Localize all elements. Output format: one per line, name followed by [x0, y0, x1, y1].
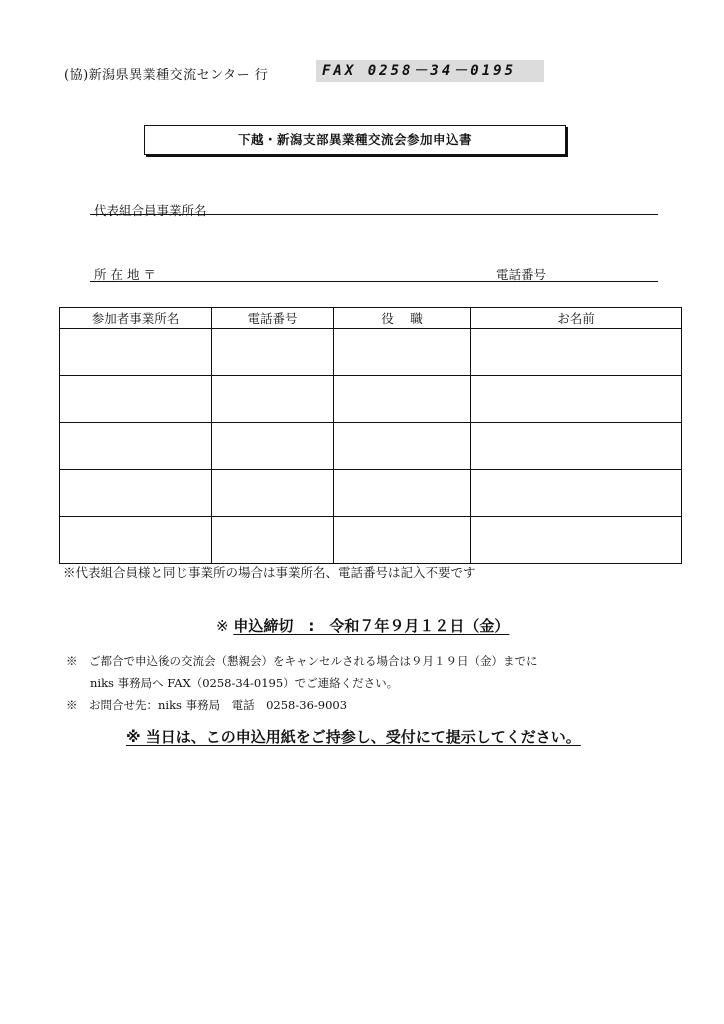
cell-name[interactable]	[471, 517, 682, 564]
cell-company[interactable]	[60, 423, 212, 470]
cell-phone[interactable]	[212, 423, 334, 470]
header-name: お名前	[471, 308, 682, 329]
fax-number: FAX 0258－34－0195	[316, 60, 544, 82]
cancel-note-line2: niks 事務局へ FAX（0258-34-0195）でご連絡ください。	[90, 676, 399, 690]
cell-company[interactable]	[60, 517, 212, 564]
table-row	[60, 376, 682, 423]
reminder-note: ※ 当日は、この申込用紙をご持参し、受付にて提示してください。	[126, 728, 581, 746]
cell-position[interactable]	[334, 517, 471, 564]
deadline-text: 申込締切 : 令和７年９月１２日（金）	[233, 617, 510, 635]
table-row	[60, 517, 682, 564]
cell-company[interactable]	[60, 329, 212, 376]
cell-name[interactable]	[471, 329, 682, 376]
deadline-mark: ※	[216, 617, 229, 635]
deadline	[216, 615, 509, 636]
address-label: 所 在 地 〒	[94, 267, 156, 282]
cell-company[interactable]	[60, 376, 212, 423]
cell-name[interactable]	[471, 423, 682, 470]
cell-position[interactable]	[334, 376, 471, 423]
header-company: 参加者事業所名	[60, 308, 212, 329]
table-row	[60, 470, 682, 517]
company-field-line[interactable]	[90, 214, 658, 215]
cell-name[interactable]	[471, 376, 682, 423]
cancel-note-line1: ※ ご都合で申込後の交流会（懇親会）をキャンセルされる場合は９月１９日（金）までに	[66, 654, 538, 668]
recipient-text: (協)新潟県異業種交流センター 行	[64, 68, 269, 83]
phone-label: 電話番号	[496, 267, 547, 282]
contact-note: ※ お問合せ先：niks 事務局 電話 0258-36-9003	[66, 698, 348, 712]
table-row	[60, 423, 682, 470]
form-title: 下越・新潟支部異業種交流会参加申込書	[144, 125, 566, 155]
table-header-row	[60, 308, 682, 329]
cell-position[interactable]	[334, 470, 471, 517]
cell-phone[interactable]	[212, 329, 334, 376]
address-field-line[interactable]	[90, 281, 658, 282]
cell-phone[interactable]	[212, 470, 334, 517]
company-label: 代表組合員事業所名	[94, 203, 207, 218]
cell-company[interactable]	[60, 470, 212, 517]
participants-table	[59, 307, 682, 564]
cell-position[interactable]	[334, 329, 471, 376]
table-row	[60, 329, 682, 376]
header-phone: 電話番号	[212, 308, 334, 329]
cell-name[interactable]	[471, 470, 682, 517]
cell-position[interactable]	[334, 423, 471, 470]
header-position: 役 職	[334, 308, 471, 329]
representative-note: ※代表組合員様と同じ事業所の場合は事業所名、電話番号は記入不要です	[63, 565, 476, 580]
cell-phone[interactable]	[212, 376, 334, 423]
cell-phone[interactable]	[212, 517, 334, 564]
